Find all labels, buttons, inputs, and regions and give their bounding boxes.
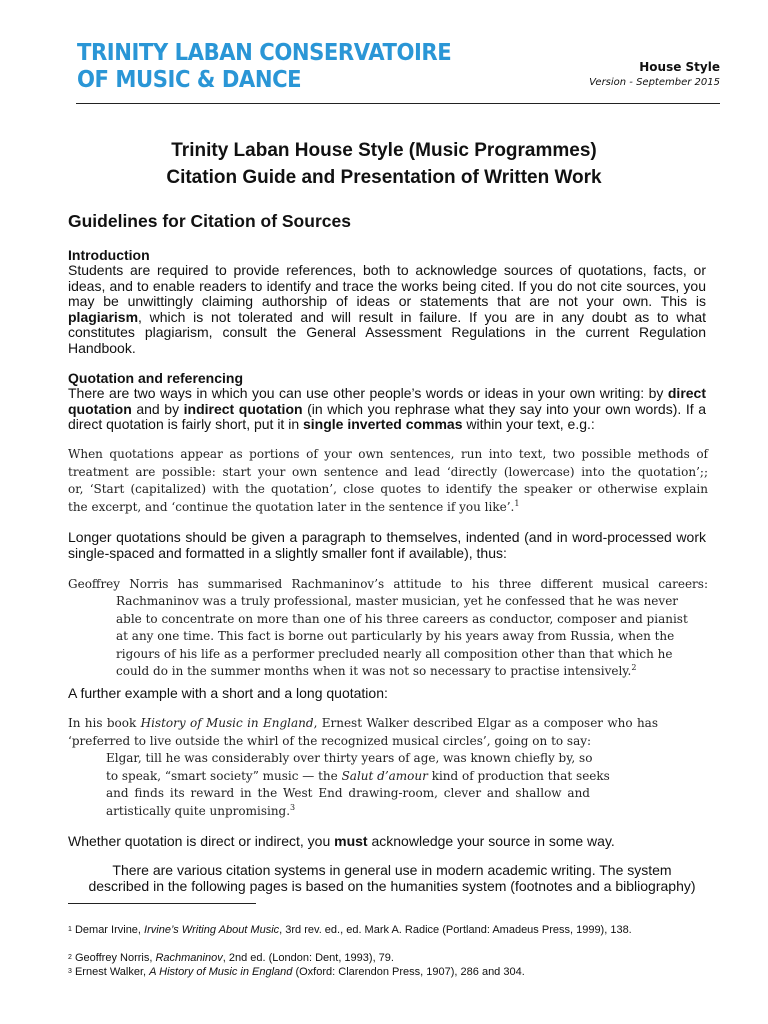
example-line: or, ‘Start (capitalized) with the quotation’, close quotes to identify the speaker or otherwise explain [68,482,708,496]
footnote-text: (Oxford: Clarendon Press, 1907), 286 and 304. [292,966,525,978]
example-short-quotation [68,446,708,516]
example-line: Geoffrey Norris has summarised Rachmaninov’s attitude to his three different musical careers: [68,577,708,591]
example-long-quotation [116,593,688,681]
document-version: Version - September 2015 [589,77,720,88]
example-line: and finds its reward in the West End drawing-room, clever and shallow and [106,786,590,800]
institution-logo [77,40,451,94]
example-line: treatment are possible: start your own sentence and lead ‘directly (lowercase) into the quotation’;; [68,464,708,479]
must-term: must [334,833,368,849]
footnote-text: Geoffrey Norris, [74,952,156,964]
footnote-1 [68,923,668,937]
footnote-number: 3 [68,968,72,975]
quotation-heading: Quotation and referencing [68,370,244,386]
footnote-marker: 2 [631,663,637,672]
footnote-title: A History of Music in England [149,966,293,978]
systems-line: described in the following pages is based on the humanities system (footnotes and a bibliography) [88,878,696,894]
header-divider [76,103,720,104]
footnote-text: , 3rd rev. ed., ed. Mark A. Radice (Portland: Amadeus Press, 1999), 138. [279,924,632,936]
logo-line-2: OF MUSIC & DANCE [77,67,302,93]
example-line: Rachmaninov was a truly professional, master musician, yet he confessed that he was never [116,594,679,608]
page-subtitle: Citation Guide and Presentation of Written Work [166,167,602,188]
intro-text-cont: , which is not tolerated and will result in failure. If you are in any doubt as to what constitutes plagiarism, consult the General Assessment Regulations in the current Regulation Handbook. [68,308,706,356]
intro-heading: Introduction [68,247,150,263]
example-line: When quotations appear as portions of your own sentences, run into text, two possible methods of [68,447,708,461]
systems-line: There are various citation systems in general use in modern academic writing. The system [112,862,672,878]
footnote-marker: 3 [290,802,296,812]
document-type: House Style [639,60,720,74]
footnote-text: Demar Irvine, [74,924,145,936]
plagiarism-term: plagiarism [68,308,139,325]
example-text: to speak, “smart society” music — the [106,768,342,783]
example-line: the excerpt, and ‘continue the quotation later in the sentence if you like’. [68,499,515,514]
page-title: Trinity Laban House Style (Music Programmes) [171,140,597,161]
logo-line-1: TRINITY LABAN CONSERVATOIRE [77,40,452,66]
example-long-quotation-intro [68,576,708,594]
further-example-text: A further example with a short and a long quotation: [68,685,388,701]
whether-paragraph [68,834,706,850]
example-elgar-quotation [106,750,610,820]
footnote-title: Rachmaninov [155,952,223,964]
example-line: artistically quite unpromising. [106,803,291,818]
footnote-2 [68,951,668,965]
direct-quotation-term: direct quotation [68,385,706,417]
example-text: kind of production that seeks [427,768,610,783]
footnote-title: Irvine’s Writing About Music [144,924,280,936]
intro-text: Students are required to provide references, both to acknowledge sources of quotations, facts, or ideas, and to enable readers to identify and trace the works being cited. If you do not cite sources, you may be unwittingly claiming authorship of ideas or statements that are not your own. This is [68,262,706,309]
example-line: rigours of his life as a performer precluded nearly all composition other than that which he [116,646,673,661]
footnote-divider [68,903,256,904]
quotation-text: and by [131,400,184,417]
document-header [589,60,720,88]
example-text: , Ernest Walker described Elgar as a composer who has [313,716,658,730]
longer-quotations-paragraph: Longer quotations should be given a paragraph to themselves, indented (and in word-processed work single-spaced and formatted in a slightly smaller font if available), thus: [68,529,706,561]
footnote-3 [68,965,668,979]
intro-paragraph [68,263,706,356]
book-title: History of Music in England [140,716,314,730]
footnote-text: , 2nd ed. (London: Dent, 1993), 79. [222,952,394,964]
example-elgar-intro [68,715,658,750]
quotation-text: (in which you rephrase what they say into your own words). If a direct quotation is fairly short, put it in [68,400,706,432]
example-line: ‘preferred to live outside the whirl of the recognized musical circles’, going on to say: [68,733,592,748]
section-heading: Guidelines for Citation of Sources [68,211,351,231]
example-text: In his book [68,716,141,730]
footnote-marker: 1 [514,498,520,508]
example-line: at any one time. This fact is borne out particularly by his years away from Russia, when the [116,629,675,643]
quotation-paragraph [68,386,706,433]
example-line: able to concentrate on more than one of his three careers as conductor, composer and pianist [116,611,688,626]
quotation-text: within your text, e.g.: [462,416,595,432]
single-commas-term: single inverted commas [303,416,463,432]
work-title: Salut d’amour [341,768,428,783]
example-line: Elgar, till he was considerably over thirty years of age, was known chiefly by, so [106,751,593,765]
example-line: could do in the summer months when it was not so necessary to practise intensively. [116,664,632,678]
indirect-quotation-term: indirect quotation [183,400,303,417]
footnote-text: Ernest Walker, [74,966,150,978]
whether-text: Whether quotation is direct or indirect, you [68,833,335,849]
citation-systems-paragraph [68,862,716,894]
whether-text: acknowledge your source in some way. [367,833,615,849]
footnote-number: 1 [68,926,72,933]
quotation-text: There are two ways in which you can use other people’s words or ideas in your own writing: by [68,385,668,401]
footnote-number: 2 [68,954,72,961]
